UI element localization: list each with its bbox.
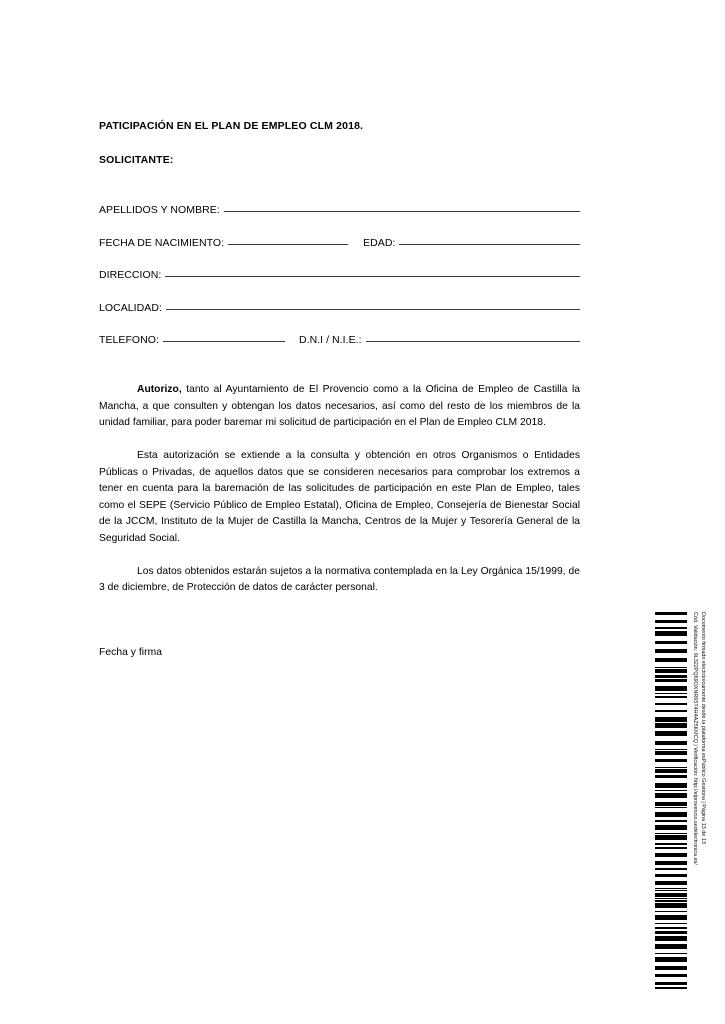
field-input-edad[interactable]	[399, 234, 580, 245]
field-label-telefono: TELEFONO:	[99, 334, 159, 347]
paragraph-extension-autorizacion: Esta autorización se extiende a la consulta y obtención en otros Organismos o Entidades Públicas o Privadas, de aquellos datos que se consideren necesarios para comprobar los extremos a tener en cuenta para la baremación de las solicitudes de participación en este Plan de Empleo, tales como el SEPE (Servicio Público de Empleo Estatal), Oficina de Empleo, Consejería de Bienestar Social de la JCCM, Instituto de la Mujer de Castilla la Mancha, Centros de la Mujer y Tesorería General de la Seguridad Social.	[99, 449, 580, 544]
field-label-localidad: LOCALIDAD:	[99, 301, 162, 314]
paragraph-autorizo-lead: Autorizo,	[137, 384, 182, 396]
field-label-apellidos-nombre: APELLIDOS Y NOMBRE:	[99, 204, 220, 217]
page-title: PATICIPACIÓN EN EL PLAN DE EMPLEO CLM 2018.	[99, 120, 364, 132]
field-input-fecha-nacimiento[interactable]	[228, 234, 348, 245]
field-label-fecha-nacimiento: FECHA DE NACIMIENTO:	[99, 236, 225, 249]
signature-label: Fecha y firma	[99, 646, 163, 658]
field-row-apellidos-nombre	[99, 202, 580, 216]
electronic-signature-stamp	[655, 612, 717, 992]
field-label-edad: EDAD:	[363, 236, 396, 249]
verification-barcode	[655, 612, 687, 992]
field-label-dni-nie: D.N.I / N.I.E.:	[298, 334, 362, 347]
field-row-fecha-nacimiento-edad	[99, 235, 580, 249]
stamp-text-group	[689, 612, 715, 992]
paragraph-autorizo	[99, 382, 580, 432]
field-input-direccion[interactable]	[165, 266, 580, 277]
paragraph-autorizo-rest: tanto al Ayuntamiento de El Provencio como a la Oficina de Empleo de Castilla la Mancha, a que consulten y obtengan los datos necesarios, así como del resto de los miembros de la unidad familiar, para poder baremar mi solicitud de participación en el Plan de Empleo CLM 2018.	[99, 384, 580, 429]
field-label-direccion: DIRECCION:	[99, 269, 162, 282]
body-text-block	[99, 382, 580, 597]
field-input-apellidos-nombre[interactable]	[224, 201, 580, 212]
field-input-localidad[interactable]	[166, 299, 580, 310]
section-label-solicitante: SOLICITANTE:	[99, 153, 174, 166]
field-row-telefono-dni	[99, 332, 580, 346]
document-content	[99, 120, 580, 658]
stamp-validation-code-text: Cód. Validación: 9L322PQ69OXNR65T4H4AZ5KMCQ | Verificación: http://elprovencio.sedelectronica.es/	[692, 612, 698, 865]
field-row-localidad	[99, 300, 580, 314]
paragraph-proteccion-datos: Los datos obtenidos estarán sujetos a la normativa contemplada en la Ley Orgánica 15/1999, de 3 de diciembre, de Protección de datos de carácter personal.	[99, 565, 580, 594]
field-input-telefono[interactable]	[163, 331, 285, 342]
field-row-direccion	[99, 267, 580, 281]
stamp-signature-platform-text: Documento firmado electrónicamente desde la plataforma esPublico Gestiona | Página 13 de 13	[700, 612, 706, 844]
field-input-dni-nie[interactable]	[366, 331, 580, 342]
